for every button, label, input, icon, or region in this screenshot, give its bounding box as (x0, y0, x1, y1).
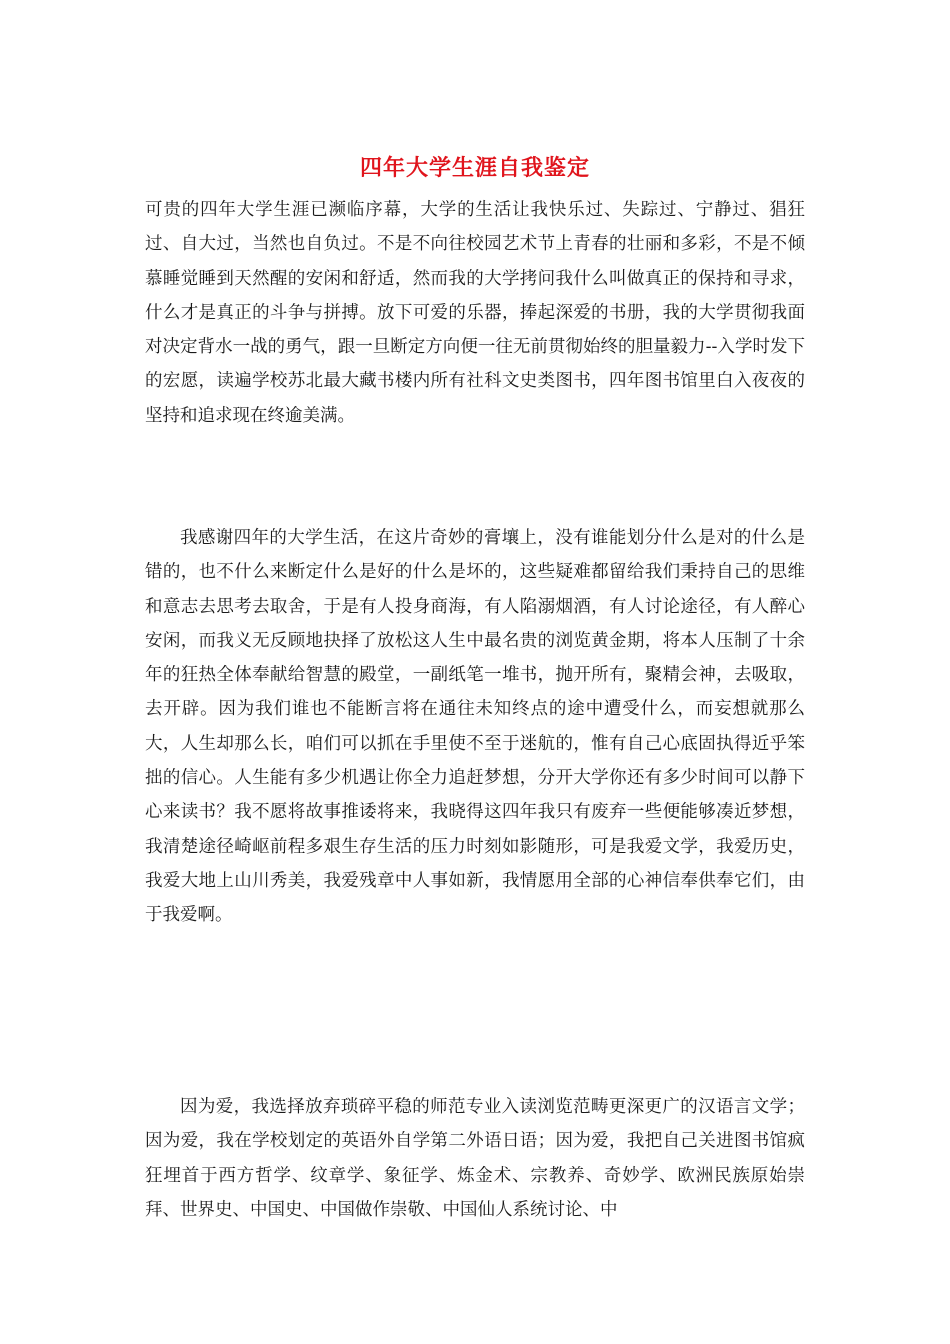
paragraph-3: 因为爱，我选择放弃琐碎平稳的师范专业入读浏览范畴更深更广的汉语言文学；因为爱，我在学校划定的英语外自学第二外语日语；因为爱，我把自己关进图书馆疯狂埋首于西方哲学、纹章学、象征学、炼金术、宗教养、奇妙学、欧洲民族原始崇拜、世界史、中国史、中国做作崇敬、中国仙人系统讨论、中 (145, 1097, 805, 1220)
document-title: 四年大学生涯自我鉴定 (359, 155, 590, 181)
paragraph-2: 我感谢四年的大学生活，在这片奇妙的膏壤上，没有谁能划分什么是对的什么是错的，也不什么来断定什么是好的什么是坏的，这些疑难都留给我们秉持自己的思维和意志去思考去取舍，于是有人投身商海，有人陷溺烟酒，有人讨论途径，有人醉心安闲，而我义无反顾地抉择了放松这人生中最名贵的浏览黄金期，将本人压制了十余年的狂热全体奉献给智慧的殿堂，一副纸笔一堆书，抛开所有，聚精会神，去吸取，去开辟。因为我们谁也不能断言将在通往未知终点的途中遭受什么，而妄想就那么大，人生却那么长，咱们可以抓在手里使不至于迷航的，惟有自己心底固执得近乎笨拙的信心。人生能有多少机遇让你全力追赶梦想，分开大学你还有多少时间可以静下心来读书？我不愿将故事推诿将来，我晓得这四年我只有废弃一些便能够凑近梦想，我清楚途径崎岖前程多艰生存生活的压力时刻如影随形，可是我爱文学，我爱历史，我爱大地上山川秀美，我爱残章中人事如新，我情愿用全部的心神信奉供奉它们，由于我爱啊。 (145, 528, 805, 926)
paragraph-1: 可贵的四年大学生涯已濒临序幕，大学的生活让我快乐过、失踪过、宁静过、猖狂过、自大过，当然也自负过。不是不向往校园艺术节上青春的壮丽和多彩，不是不倾慕睡觉睡到天然醒的安闲和舒适，然而我的大学拷问我什么叫做真正的保持和寻求，什么才是真正的斗争与拼搏。放下可爱的乐器，捧起深爱的书册，我的大学贯彻我面对决定背水一战的勇气，跟一旦断定方向便一往无前贯彻始终的胆量毅力--入学时发下的宏愿，读遍学校苏北最大藏书楼内所有社科文史类图书，四年图书馆里白入夜夜的坚持和追求现在终逾美满。 (145, 200, 805, 426)
